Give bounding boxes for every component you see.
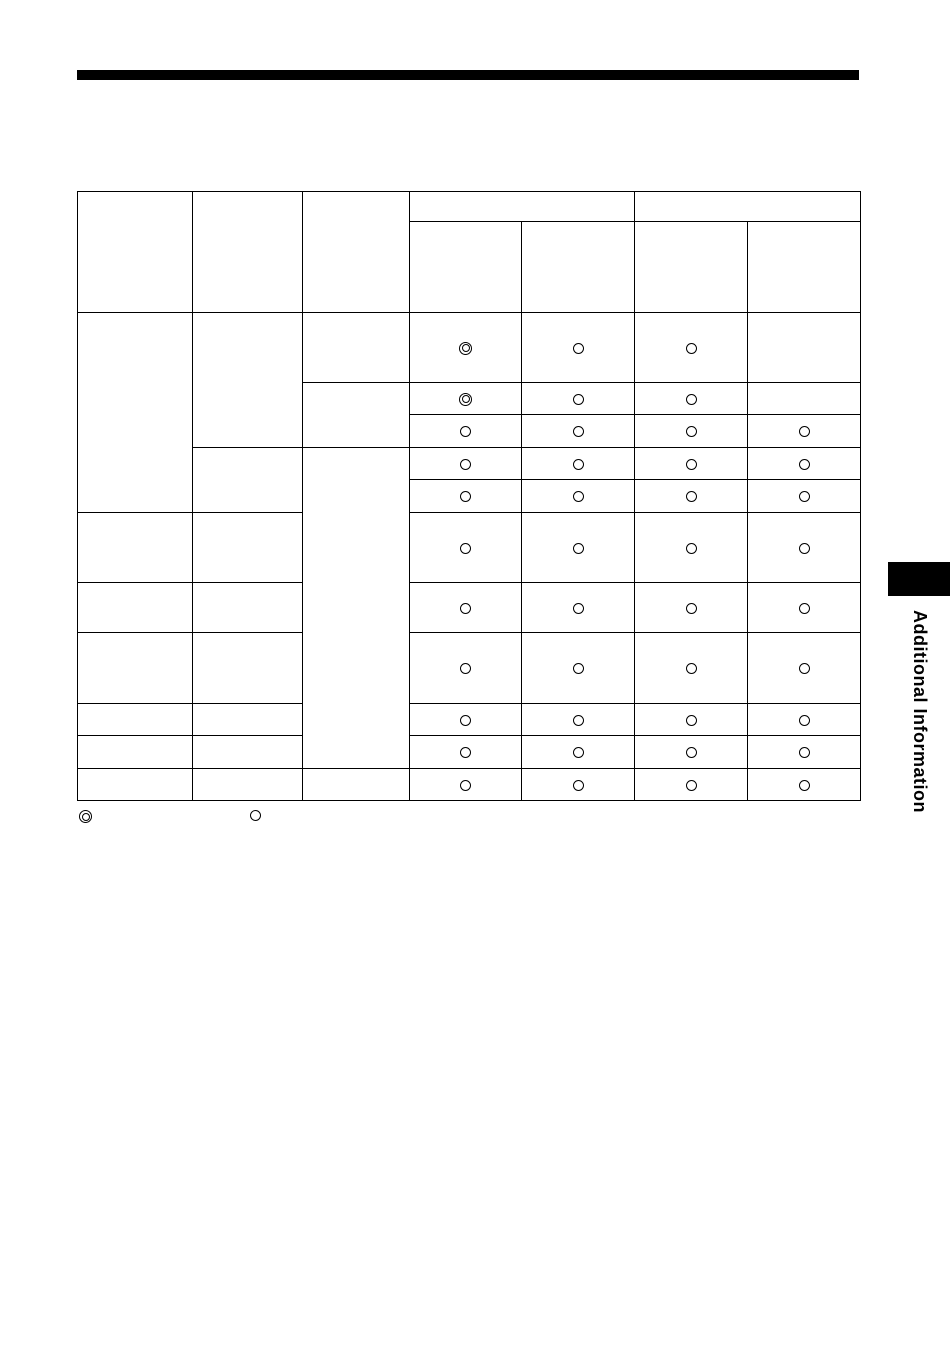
symbol-cell — [410, 704, 522, 736]
circle-icon — [460, 491, 471, 502]
double-circle-icon — [79, 810, 92, 823]
header-cell-1 — [78, 192, 193, 313]
type-cell — [193, 633, 303, 704]
circle-icon — [686, 459, 697, 470]
circle-icon — [799, 543, 810, 554]
table-row — [78, 704, 861, 736]
header-cell-3 — [303, 192, 410, 313]
top-rule — [77, 70, 859, 80]
type-cell — [193, 769, 303, 801]
type-cell — [193, 448, 303, 513]
symbol-cell — [522, 736, 635, 769]
symbol-cell — [522, 633, 635, 704]
symbol-cell — [635, 415, 748, 448]
symbol-cell — [748, 383, 861, 415]
category-cell — [78, 769, 193, 801]
symbol-cell — [635, 769, 748, 801]
category-cell — [78, 633, 193, 704]
symbol-cell — [410, 383, 522, 415]
symbol-cell — [410, 769, 522, 801]
symbol-cell — [522, 415, 635, 448]
circle-icon — [573, 491, 584, 502]
category-cell — [78, 313, 193, 513]
circle-icon — [799, 747, 810, 758]
subheader-cell — [635, 222, 748, 313]
legend — [79, 810, 379, 826]
circle-icon — [686, 491, 697, 502]
circle-icon — [686, 715, 697, 726]
symbol-cell — [522, 513, 635, 583]
circle-icon — [799, 426, 810, 437]
circle-icon — [573, 459, 584, 470]
symbol-cell — [635, 583, 748, 633]
circle-icon — [460, 543, 471, 554]
circle-icon — [573, 343, 584, 354]
table-row — [78, 769, 861, 801]
symbol-cell — [410, 736, 522, 769]
format-cell — [303, 313, 410, 383]
double-circle-icon — [459, 342, 472, 355]
symbol-cell — [748, 513, 861, 583]
circle-icon — [686, 343, 697, 354]
type-cell — [193, 736, 303, 769]
circle-icon — [799, 459, 810, 470]
section-tab — [888, 562, 950, 596]
symbol-cell — [635, 513, 748, 583]
header-cell-2 — [193, 192, 303, 313]
symbol-cell — [522, 704, 635, 736]
circle-icon — [573, 663, 584, 674]
circle-icon — [686, 663, 697, 674]
symbol-cell — [748, 704, 861, 736]
symbol-cell — [635, 313, 748, 383]
symbol-cell — [522, 583, 635, 633]
header-group-2 — [635, 192, 861, 222]
type-cell — [193, 313, 303, 448]
symbol-cell — [748, 583, 861, 633]
format-cell — [303, 383, 410, 448]
circle-icon — [460, 663, 471, 674]
category-cell — [78, 736, 193, 769]
circle-icon — [573, 543, 584, 554]
circle-icon — [460, 715, 471, 726]
header-row-1 — [78, 192, 861, 222]
circle-icon — [573, 426, 584, 437]
circle-icon — [686, 394, 697, 405]
type-cell — [193, 704, 303, 736]
symbol-cell — [748, 415, 861, 448]
symbol-cell — [635, 736, 748, 769]
category-cell — [78, 513, 193, 583]
symbol-cell — [410, 633, 522, 704]
circle-icon — [799, 715, 810, 726]
symbol-cell — [522, 383, 635, 415]
symbol-cell — [635, 448, 748, 480]
compatibility-table — [77, 191, 861, 801]
symbol-cell — [748, 633, 861, 704]
symbol-cell — [522, 313, 635, 383]
symbol-cell — [635, 383, 748, 415]
subheader-cell — [410, 222, 522, 313]
table-row — [78, 513, 861, 583]
symbol-cell — [635, 480, 748, 513]
circle-icon — [799, 491, 810, 502]
symbol-cell — [410, 415, 522, 448]
symbol-cell — [748, 480, 861, 513]
symbol-cell — [410, 513, 522, 583]
legend-item-double — [79, 810, 98, 823]
legend-item-single — [250, 810, 267, 821]
circle-icon — [460, 780, 471, 791]
circle-icon — [573, 394, 584, 405]
circle-icon — [460, 747, 471, 758]
category-cell — [78, 583, 193, 633]
circle-icon — [686, 780, 697, 791]
subheader-cell — [522, 222, 635, 313]
format-cell — [303, 448, 410, 769]
symbol-cell — [522, 769, 635, 801]
format-cell — [303, 769, 410, 801]
circle-icon — [573, 780, 584, 791]
symbol-cell — [748, 769, 861, 801]
symbol-cell — [410, 448, 522, 480]
table-row — [78, 448, 861, 480]
symbol-cell — [635, 633, 748, 704]
circle-icon — [686, 426, 697, 437]
circle-icon — [686, 747, 697, 758]
type-cell — [193, 513, 303, 583]
circle-icon — [460, 603, 471, 614]
symbol-cell — [748, 448, 861, 480]
table-row — [78, 736, 861, 769]
table-row — [78, 313, 861, 383]
symbol-cell — [748, 736, 861, 769]
type-cell — [193, 583, 303, 633]
symbol-cell — [410, 583, 522, 633]
circle-icon — [460, 459, 471, 470]
subheader-cell — [748, 222, 861, 313]
symbol-cell — [522, 480, 635, 513]
symbol-cell — [522, 448, 635, 480]
double-circle-icon — [459, 393, 472, 406]
circle-icon — [460, 426, 471, 437]
symbol-cell — [410, 313, 522, 383]
circle-icon — [573, 715, 584, 726]
table-row — [78, 633, 861, 704]
circle-icon — [799, 663, 810, 674]
circle-icon — [799, 603, 810, 614]
circle-icon — [250, 810, 261, 821]
circle-icon — [686, 543, 697, 554]
category-cell — [78, 704, 193, 736]
section-label: Additional Information — [910, 610, 930, 813]
symbol-cell — [410, 480, 522, 513]
symbol-cell — [635, 704, 748, 736]
circle-icon — [573, 747, 584, 758]
symbol-cell — [748, 313, 861, 383]
circle-icon — [573, 603, 584, 614]
table-row — [78, 583, 861, 633]
header-group-1 — [410, 192, 635, 222]
circle-icon — [686, 603, 697, 614]
circle-icon — [799, 780, 810, 791]
